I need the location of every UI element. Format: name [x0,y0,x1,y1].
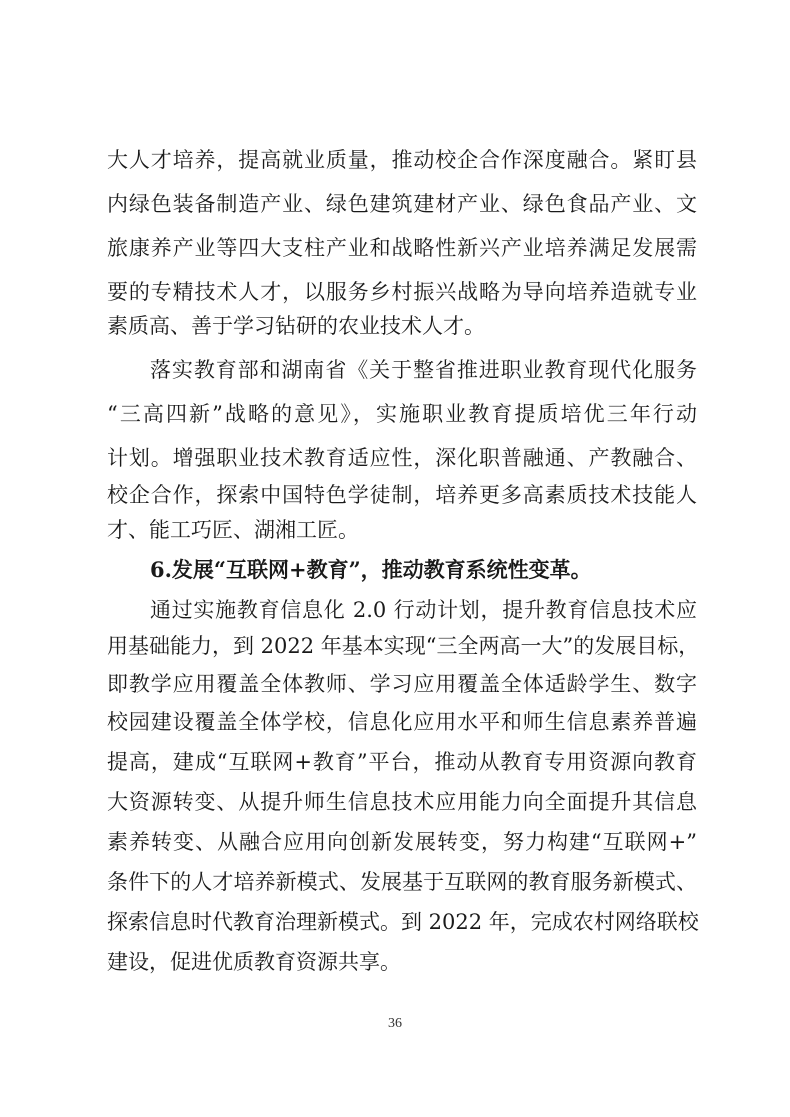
text-line: 大资源转变、从提升师生信息技术应用能力向全面提升其信息 [107,790,697,814]
text-line: 校园建设覆盖全体学校，信息化应用水平和师生信息素养普遍 [107,710,697,734]
text-line: 素养转变、从融合应用向创新发展转变，努力构建“互联网+” [107,830,697,854]
text-line: 素质高、善于学习钻研的农业技术人才。 [107,314,485,338]
section-heading: 6.发展“互联网+教育”，推动教育系统性变革。 [150,557,592,582]
text-line: 探索信息时代教育治理新模式。到 2022 年，完成农村网络联校 [107,910,699,934]
text-line: 即教学应用覆盖全体教师、学习应用覆盖全体适龄学生、数字 [107,672,697,696]
text-line: 建设，促进优质教育资源共享。 [107,950,401,974]
text-line: 才、能工巧匠、湖湘工匠。 [107,518,359,542]
page-number: 36 [388,1016,402,1031]
text-line: 内绿色装备制造产业、绿色建筑建材产业、绿色食品产业、文 [107,192,697,216]
text-line: 通过实施教育信息化 2.0 行动计划，提升教育信息技术应 [150,598,697,622]
text-line: 要的专精技术人才，以服务乡村振兴战略为导向培养造就专业 [107,280,697,304]
text-line: “三高四新”战略的意见》，实施职业教育提质培优三年行动 [107,402,697,426]
text-line: 计划。增强职业技术教育适应性，深化职普融通、产教融合、 [107,446,697,470]
text-line: 条件下的人才培养新模式、发展基于互联网的教育服务新模式、 [107,870,697,894]
text-line: 提高，建成“互联网+教育”平台，推动从教育专用资源向教育 [107,750,697,774]
text-line: 用基础能力，到 2022 年基本实现“三全两高一大”的发展目标， [107,634,700,658]
text-line: 大人才培养，提高就业质量，推动校企合作深度融合。紧盯县 [107,148,697,172]
text-line: 落实教育部和湖南省《关于整省推进职业教育现代化服务 [150,358,697,382]
text-line: 校企合作，探索中国特色学徒制，培养更多高素质技术技能人 [107,483,697,507]
text-line: 旅康养产业等四大支柱产业和战略性新兴产业培养满足发展需 [107,236,697,260]
